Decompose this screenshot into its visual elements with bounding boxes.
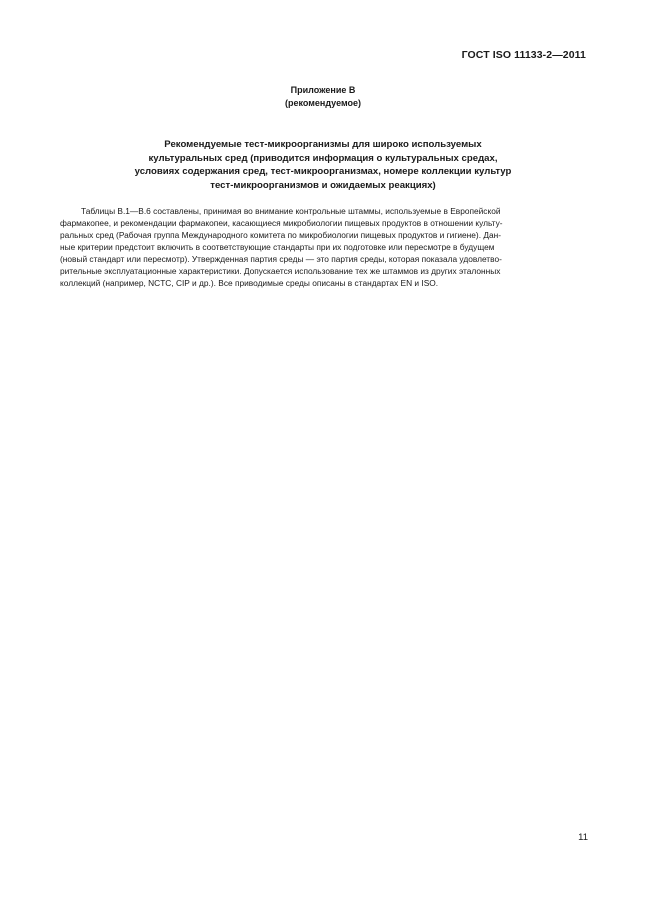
paragraph-line: Таблицы В.1—В.6 составлены, принимая во внимание контрольные штаммы, используемые в Европейской xyxy=(81,206,501,216)
paragraph-line: ральных сред (Рабочая группа Международного комитета по микробиологии пищевых продуктов и гигиене). Дан- xyxy=(60,230,502,241)
title-line: условиях содержания сред, тест-микроорганизмах, номере коллекции культур xyxy=(134,166,512,178)
appendix-heading xyxy=(0,84,646,109)
title-line: Рекомендуемые тест-микроорганизмы для широко используемых xyxy=(164,139,482,150)
paragraph-line: фармакопее, и рекомендации фармакопеи, касающиеся микробиологии пищевых продуктов в отношении культу- xyxy=(60,218,503,229)
paragraph-line: рительные эксплуатационные характеристики. Допускается использование тех же штаммов из других эталонных xyxy=(60,266,501,277)
paragraph-line: коллекций (например, NCTC, CIP и др.). Все приводимые среды описаны в стандартах EN и ISO. xyxy=(60,278,439,289)
page-number: 11 xyxy=(578,832,588,843)
paragraph-line: ные критерии предстоит включить в соответствующие стандарты при их подготовке или пересмотре в будущем xyxy=(60,242,495,253)
appendix-label: Приложение В xyxy=(290,85,356,95)
section-title xyxy=(60,138,586,192)
title-line: тест-микроорганизмов и ожидаемых реакциях) xyxy=(210,179,436,191)
paragraph-line: (новый стандарт или пересмотр). Утвержденная партия среды — это партия среды, которая показала удовлетво- xyxy=(60,254,502,265)
title-line: культуральных сред (приводится информация о культуральных средах, xyxy=(148,152,498,164)
appendix-status: (рекомендуемое) xyxy=(285,97,361,108)
standard-code: ГОСТ ISO 11133-2—2011 xyxy=(461,49,586,61)
body-paragraph xyxy=(60,205,590,289)
